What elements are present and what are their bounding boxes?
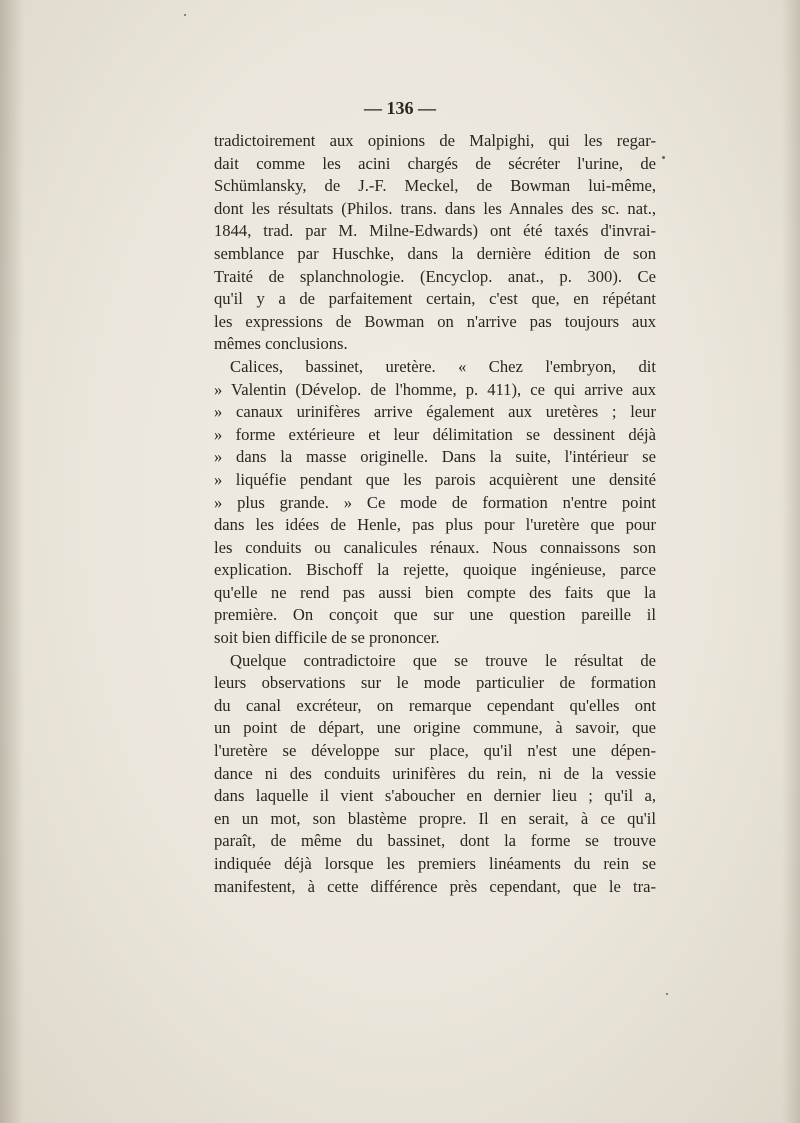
text-line: tradictoirement aux opinions de Malpighi, qui les regar- <box>214 131 656 150</box>
text-line: un point de départ, une origine commune, à savoir, que <box>214 718 656 738</box>
text-line: » Valentin (Dévelop. de l'homme, p. 411), ce qui arrive aux <box>214 379 656 399</box>
text-line: dait comme les acini chargés de sécréter l'urine, de <box>214 153 656 173</box>
paper-speck <box>662 156 665 159</box>
text-line: du canal excréteur, on remarque cependant qu'elles ont <box>214 695 656 715</box>
text-line: dance ni des conduits urinifères du rein, ni de la vessie <box>214 763 656 783</box>
text-line: mêmes conclusions. <box>214 334 348 354</box>
text-line: semblance par Huschke, dans la dernière édition de son <box>214 243 656 263</box>
body-text <box>214 130 656 898</box>
text-line: Schümlansky, de J.-F. Meckel, de Bowman lui-même, <box>214 176 656 196</box>
text-line: Traité de splanchnologie. (Encyclop. anat., p. 300). Ce <box>214 266 656 286</box>
page-edge-shadow-right <box>782 0 800 1123</box>
text-line: » forme extérieure et leur délimitation se dessinent déjà <box>214 424 656 444</box>
text-line: » dans la masse originelle. Dans la suite, l'intérieur se <box>214 447 656 467</box>
text-line: 1844, trad. par M. Milne-Edwards) ont été taxés d'invrai- <box>214 221 656 241</box>
text-line: première. On conçoit que sur une question pareille il <box>214 605 656 625</box>
text-line: l'uretère se développe sur place, qu'il n'est une dépen- <box>214 741 656 761</box>
paper-speck <box>666 993 668 995</box>
paper-speck <box>184 14 186 16</box>
text-line: soit bien difficile de se prononcer. <box>214 628 440 648</box>
text-line: Calices, bassinet, uretère. « Chez l'embryon, dit <box>230 356 656 376</box>
text-line: » plus grande. » Ce mode de formation n'entre point <box>214 492 656 512</box>
text-line: Quelque contradictoire que se trouve le résultat de <box>230 650 656 670</box>
text-line: qu'elle ne rend pas aussi bien compte des faits que la <box>214 582 656 602</box>
text-line: manifestent, à cette différence près cependant, que le tra- <box>214 876 656 896</box>
text-line: les conduits ou canalicules rénaux. Nous connaissons son <box>214 537 656 557</box>
text-line: dans laquelle il vient s'aboucher en dernier lieu ; qu'il a, <box>214 786 656 806</box>
text-line: » liquéfie pendant que les parois acquièrent une densité <box>214 469 656 489</box>
text-line: dans les idées de Henle, pas plus pour l'uretère que pour <box>214 515 656 535</box>
page-number: — 136 — <box>364 98 436 118</box>
text-line: dont les résultats (Philos. trans. dans les Annales des sc. nat., <box>214 198 656 218</box>
text-line: » canaux urinifères arrive également aux uretères ; leur <box>214 402 656 422</box>
text-line: en un mot, son blastème propre. Il en serait, à ce qu'il <box>214 808 656 828</box>
page-edge-shadow-left <box>0 0 24 1123</box>
text-line: indiquée déjà lorsque les premiers linéaments du rein se <box>214 854 656 873</box>
text-line: leurs observations sur le mode particulier de formation <box>214 673 656 693</box>
text-line: qu'il y a de parfaitement certain, c'est que, en répétant <box>214 289 656 309</box>
text-line: explication. Bischoff la rejette, quoique ingénieuse, parce <box>214 560 656 580</box>
text-line: paraît, de même du bassinet, dont la forme se trouve <box>214 831 656 851</box>
text-line: les expressions de Bowman on n'arrive pas toujours aux <box>214 311 656 331</box>
